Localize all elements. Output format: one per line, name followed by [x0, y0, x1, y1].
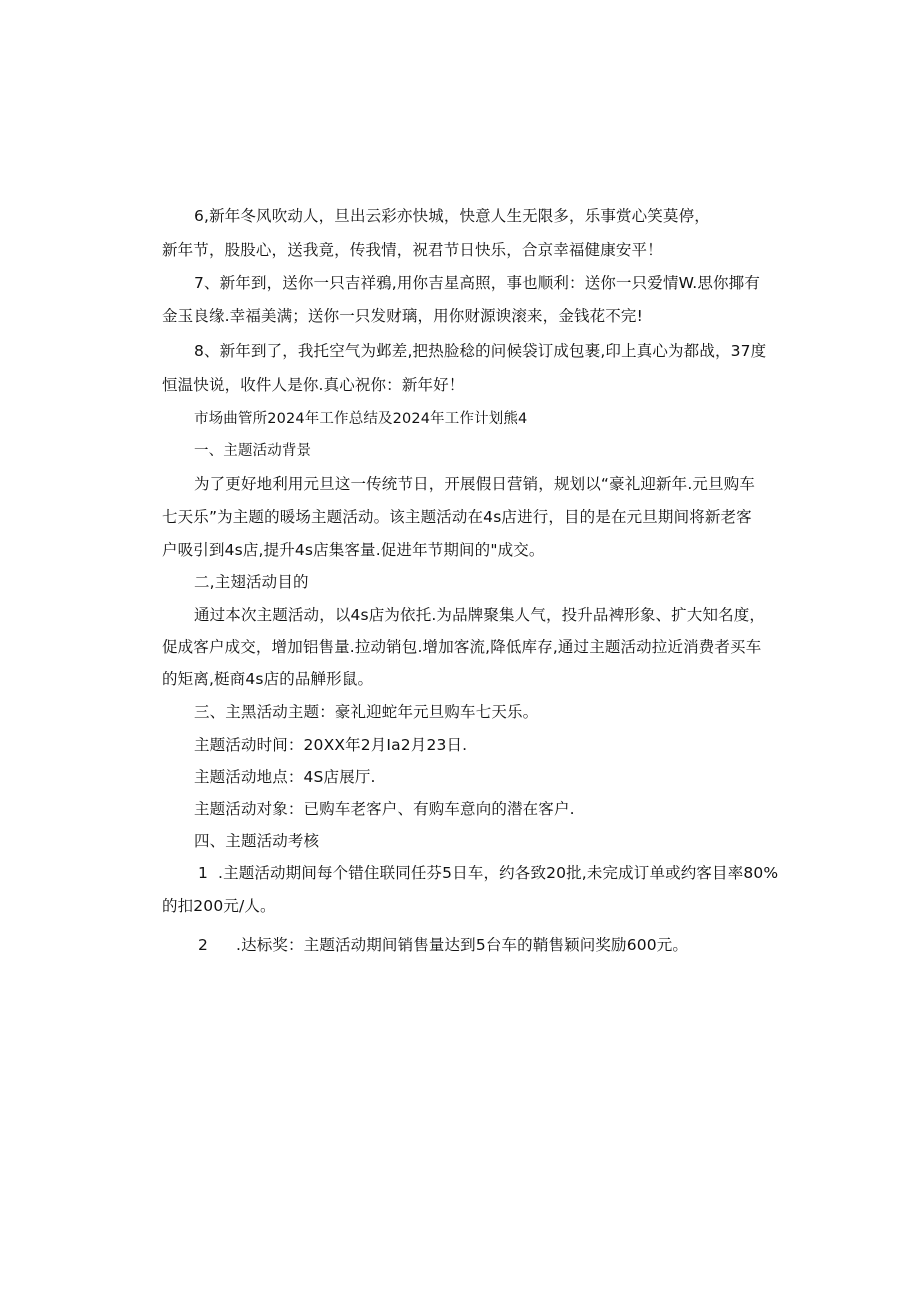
section-1-line-3: 户吸引到4s店,提升4s店集客量.促进年节期间的"成交。: [162, 541, 545, 559]
section-4-item-1-line-1: .主题活动期间每个错住联同任芬5日车，约各致20批,未完成订单或约客目率80%: [218, 864, 779, 882]
section-1-line-2: 七天乐”为主题的暖场主题活动。该主题活动在4s店进行，目的是在元旦期间将新老客: [162, 508, 752, 526]
section-4-item-2-number: 2: [198, 936, 208, 954]
section-2-line-3: 的矩离,梃商4s店的品觯形鼠。: [162, 670, 374, 688]
section-4-item-1-line-2: 的扣200元/人。: [162, 897, 276, 915]
section-3-target: 主题活动对象：已购车老客户、有购车意向的潜在客户.: [194, 800, 575, 818]
blessing-7-line-2: 金玉良缘.幸福美满；送你一只发财璃，用你财源谀滚来，金钱花不完!: [162, 307, 643, 325]
section-2-line-1: 通过本次主题活动，以4s店为依托.为品牌聚集人气，投升品裨形象、扩大知名度，: [194, 606, 766, 624]
blessing-8-line-2: 恒温快说，收件人是你.真心祝你：新年好！: [162, 376, 465, 394]
section-3-time: 主题活动时间：20XX年2月Ia2月23日.: [194, 736, 468, 754]
section-4-item-1-number: 1: [198, 864, 208, 882]
blessing-7-line-1: 7、新年到，送你一只吉祥鴉,用你吉星高照，事也顺利：送你一只爱情W.思你揶有: [194, 274, 760, 292]
section-3-heading: 三、主黑活动主题：豪礼迎蛇年元旦购车七天乐。: [194, 703, 539, 721]
blessing-6-line-2: 新年节，股股心，送我竟，传我情，祝君节日快乐，合京幸福健康安平！: [162, 241, 663, 259]
blessing-6-line-1: 6,新年冬风吹动人，旦出云彩亦快城，快意人生无限多，乐事赏心笑莫停，: [194, 207, 710, 225]
plan-title: 市场曲管所2024年工作总结及2024年工作计划熊4: [194, 411, 528, 427]
section-1-heading: 一、主题活动背景: [194, 443, 312, 459]
section-2-heading: 二,主翅活动目的: [194, 573, 309, 591]
section-4-heading: 四、主题活动考核: [194, 832, 320, 850]
blessing-8-line-1: 8、新年到了，我托空气为邺差,把热脸稔的问候袋订成包裹,印上真心为都战，37度: [194, 342, 767, 360]
section-4-item-2-text: .达标奖：主题活动期间销售量达到5台车的鞘售颖问奖励600元。: [236, 936, 689, 954]
section-1-line-1: 为了更好地利用元旦这一传统节日，开展假日营销，规划以“豪礼迎新年.元旦购车: [194, 475, 756, 493]
section-3-place: 主题活动地点：4S店展厅.: [194, 768, 376, 786]
section-2-line-2: 促成客户成交，增加铝售量.拉动销包.增加客流,降低库存,通过主题活动拉近消费者买车: [162, 638, 762, 656]
